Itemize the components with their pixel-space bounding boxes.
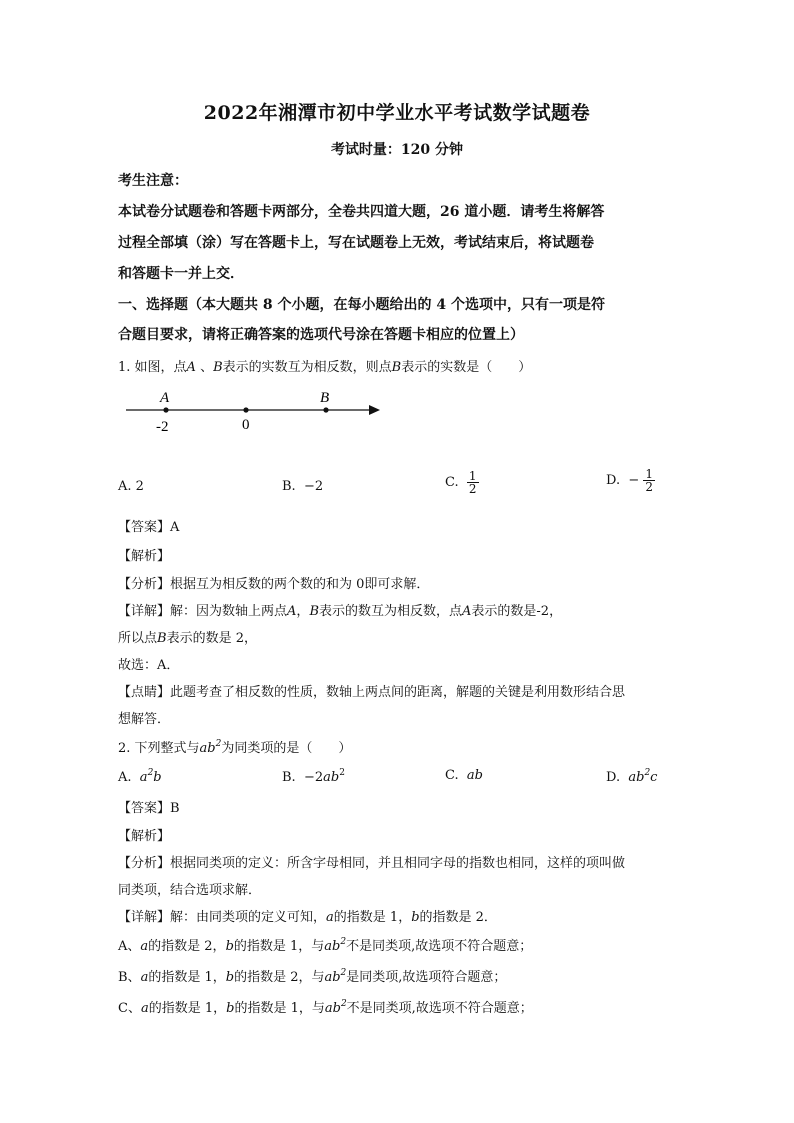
text: B、 [118, 970, 141, 985]
tick-label-neg2: -2 [156, 419, 169, 435]
q1-option-c [445, 470, 479, 495]
text: 解：因为数轴上两点 [170, 604, 288, 619]
text: 根据同类项的定义：所含字母相同，并且相同字母的指数也相同，这样的项叫做 [170, 856, 626, 871]
q1-var: A [186, 360, 196, 375]
text: 的指数是 1， [148, 970, 226, 985]
text: 为同类项的是（ ） [221, 741, 352, 756]
option-sign: − [628, 473, 640, 488]
var: b [411, 910, 420, 925]
var: b [225, 939, 234, 954]
text: 解：由同类项的定义可知， [170, 910, 327, 925]
var: a [140, 1001, 149, 1016]
expr-ab2: $ab^2$ [324, 937, 347, 954]
q1-option-d [606, 468, 655, 493]
notice-line-2: 过程全部填（涂）写在答题卡上，写在试题卷上无效，考试结束后，将试题卷 [118, 235, 594, 251]
q2-option-a [118, 768, 162, 785]
question-2-stem [118, 737, 351, 756]
page-title: 2022年湘潭市初中学业水平考试数学试题卷 [203, 102, 591, 124]
option-expr: $ab^2c$ [628, 768, 658, 785]
var: B [309, 604, 319, 619]
text: 的指数是 1，与 [234, 1001, 325, 1016]
text: 表示的数是-2， [471, 604, 563, 619]
fraction [467, 470, 479, 495]
var: A [287, 604, 297, 619]
option-expr: $a^2b$ [139, 768, 162, 785]
option-expr: $-2ab^2$ [303, 768, 345, 785]
fenxi-tag: 【分析】 [118, 856, 171, 871]
notice-heading: 考生注意： [118, 173, 188, 189]
q1-option-b [282, 479, 323, 494]
answer-value: A [170, 520, 180, 535]
text: 的指数是 2， [148, 939, 226, 954]
fraction [643, 468, 655, 493]
fraction-numerator: 1 [645, 467, 654, 481]
q1-xiangjie-line-3: 故选：A． [118, 658, 180, 673]
q1-stem-part: 表示的实数是（ ） [401, 360, 532, 375]
xiangjie-tag: 【详解】 [118, 910, 171, 925]
option-prefix: B. [282, 479, 296, 494]
number-line-figure [118, 384, 388, 436]
q2-xiangjie-line-1 [118, 906, 497, 925]
q2-detail-a [118, 935, 532, 954]
text: 不是同类项,故选项不符合题意； [346, 1001, 533, 1016]
q1-var: B [391, 360, 402, 375]
fraction-numerator: 1 [468, 469, 477, 483]
option-prefix: C. [445, 768, 459, 783]
exam-duration: 考试时量：120 分钟 [330, 142, 464, 158]
q1-stem-part: 1. 如图，点 [118, 360, 187, 375]
text: A、 [118, 939, 141, 954]
text: 2. 下列整式与 [118, 741, 200, 756]
var: A [462, 604, 472, 619]
option-prefix: A. [118, 770, 132, 785]
q1-var: B [213, 360, 223, 375]
text: 的指数是 2． [419, 910, 497, 925]
q2-detail-b [118, 966, 506, 985]
option-value: −2 [303, 479, 324, 494]
text: 的指数是 1， [333, 910, 412, 925]
fraction-denominator: 2 [468, 482, 477, 496]
xiangjie-tag: 【详解】 [118, 604, 171, 619]
q2-fenxi-line-1 [118, 852, 625, 871]
text: 的指数是 1， [148, 1001, 227, 1016]
text: ， [296, 604, 310, 619]
q1-answer [118, 516, 179, 535]
fenxi-tag: 【分析】 [118, 577, 171, 592]
q1-xiangjie-line-1 [118, 600, 562, 619]
q2-fenxi-line-2: 同类项，结合选项求解． [118, 883, 262, 898]
var: a [326, 910, 334, 925]
label-a: A [160, 390, 170, 406]
section-heading-line-2: 合题目要求，请将正确答案的选项代号涂在答题卡相应的位置上） [118, 327, 524, 343]
text: 表示的数是 2， [166, 631, 257, 646]
label-b: B [320, 390, 330, 406]
text: 所以点 [118, 631, 158, 646]
q2-analysis-tag: 【解析】 [118, 829, 171, 844]
q1-dianjing-line-2: 想解答． [118, 712, 171, 727]
answer-tag: 【答案】 [118, 520, 171, 535]
q1-dianjing-line-1 [118, 681, 625, 700]
text: 的指数是 2，与 [234, 970, 325, 985]
var: a [140, 970, 149, 985]
option-prefix: D. [606, 473, 621, 488]
q1-stem-part: 表示的实数互为相反数，则点 [222, 360, 392, 375]
tick-label-0: 0 [242, 417, 250, 433]
expr-ab2: $ab^2$ [324, 968, 347, 985]
option-prefix: D. [606, 770, 621, 785]
point-b-dot [323, 407, 328, 412]
text: 的指数是 1，与 [233, 939, 325, 954]
q2-option-b [282, 768, 345, 785]
expr-ab2: $ab^2$ [324, 999, 347, 1016]
q2-option-d [606, 768, 657, 785]
var: b [226, 1001, 235, 1016]
origin-dot [243, 407, 248, 412]
expr-ab2: $ab^2$ [199, 739, 222, 756]
text: 此题考查了相反数的性质，数轴上两点间的距离，解题的关键是利用数形结合思 [170, 685, 626, 700]
notice-line-3: 和答题卡一并上交． [118, 266, 244, 282]
text: C、 [118, 1001, 141, 1016]
option-prefix: C. [445, 475, 459, 490]
option-expr: ab [466, 768, 483, 783]
q1-analysis-tag: 【解析】 [118, 549, 171, 564]
text: 是同类项,故选项符合题意； [346, 970, 507, 985]
q1-option-a: A. 2 [118, 479, 144, 494]
var: a [140, 939, 149, 954]
answer-tag: 【答案】 [118, 801, 171, 816]
fenxi-text: 根据互为相反数的两个数的和为 0即可求解． [170, 577, 430, 592]
q1-xiangjie-line-2 [118, 627, 257, 646]
var: B [157, 631, 167, 646]
q2-option-c [445, 768, 483, 783]
option-prefix: B. [282, 770, 296, 785]
q1-stem-part: 、 [195, 360, 214, 375]
notice-line-1: 本试卷分试题卷和答题卡两部分，全卷共四道大题，26 道小题．请考生将解答 [118, 204, 605, 220]
q2-detail-c [118, 997, 533, 1016]
fraction-denominator: 2 [645, 480, 654, 494]
q1-fenxi [118, 573, 429, 592]
q2-answer [118, 797, 180, 816]
text: 表示的数互为相反数，点 [319, 604, 463, 619]
question-1-stem [118, 356, 531, 375]
var: b [225, 970, 235, 985]
section-heading-line-1: 一、选择题（本大题共 8 个小题，在每小题给出的 4 个选项中，只有一项是符 [118, 297, 605, 313]
arrow-head-icon [369, 405, 380, 415]
answer-value: B [170, 801, 180, 816]
dianjing-tag: 【点睛】 [118, 685, 171, 700]
point-a-dot [163, 407, 168, 412]
text: 不是同类项,故选项不符合题意； [346, 939, 533, 954]
